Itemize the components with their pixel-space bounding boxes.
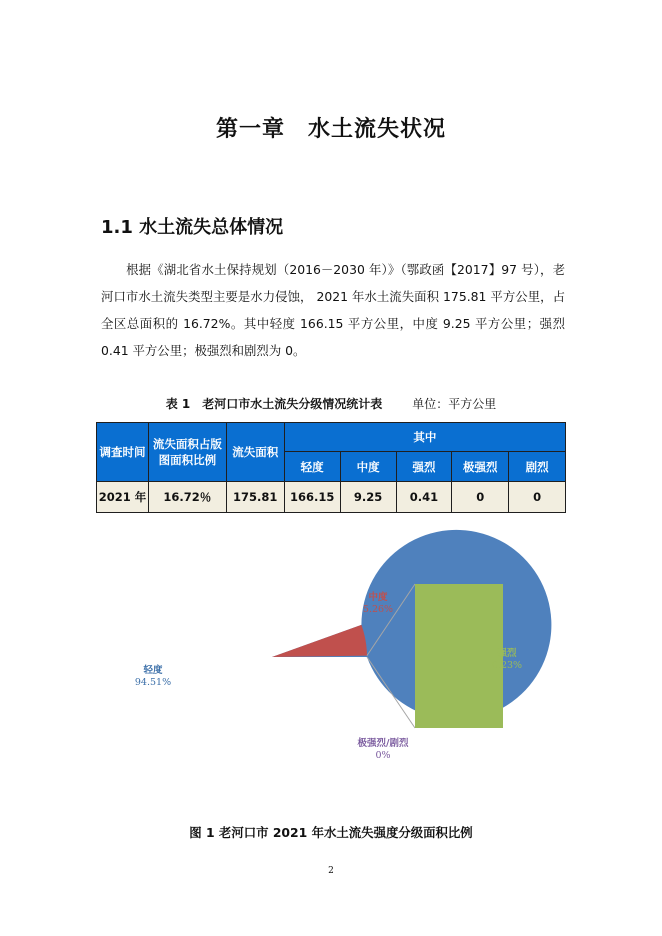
header-loss-area: 流失面积 — [226, 423, 284, 482]
chapter-title: 第一章 水土流失状况 — [215, 117, 446, 142]
page-number: 2 — [328, 866, 334, 876]
header-level-mild: 轻度 — [284, 452, 340, 482]
table-caption-title: 表 1 老河口市水土流失分级情况统计表 — [165, 397, 383, 411]
cell-strong: 0.41 — [396, 482, 452, 513]
cell-year: 2021 年 — [97, 482, 149, 513]
header-level-severe: 剧烈 — [509, 452, 566, 482]
cell-area: 175.81 — [226, 482, 284, 513]
label-strong-value: 0.23% — [491, 660, 523, 671]
label-mild-value: 94.51% — [134, 677, 172, 688]
label-strong-name: 强烈 — [497, 648, 517, 659]
pie-slice-moderate — [272, 625, 367, 657]
cell-moderate: 9.25 — [340, 482, 396, 513]
label-moderate-value: 5.26% — [362, 604, 394, 615]
cell-mild: 166.15 — [284, 482, 340, 513]
header-level-moderate: 中度 — [340, 452, 396, 482]
label-moderate-name: 中度 — [368, 592, 388, 603]
header-loss-ratio: 流失面积占版图面积比例 — [148, 423, 226, 482]
bar-segment-0 — [415, 584, 503, 728]
header-level-very-strong: 极强烈 — [452, 452, 509, 482]
paragraph-text: 根据《湖北省水土保持规划（2016－2030 年）》（鄂政函【2017】97 号），老河口市水土流失类型主要是水力侵蚀， 2021 年水土流失面积 175.81 平方公里，占全区总面积的 16.72%。其中轻度 166.15 平方公里，中度 9.25 平方公里；强烈 0.41 平方公里；极强烈和剧烈为 0。 — [101, 262, 565, 358]
table-caption-unit: 单位：平方公里 — [412, 397, 497, 411]
figure-caption: 图 1 老河口市 2021 年水土流失强度分级面积比例 — [189, 825, 473, 840]
header-level-strong: 强烈 — [396, 452, 452, 482]
label-mild-name: 轻度 — [143, 665, 163, 676]
header-survey-time: 调查时间 — [97, 423, 149, 482]
cell-very-strong: 0 — [452, 482, 509, 513]
header-of-which: 其中 — [284, 423, 565, 452]
label-very-strong-value: 0% — [375, 750, 391, 761]
cell-severe: 0 — [509, 482, 566, 513]
section-title: 1.1 水土流失总体情况 — [101, 217, 284, 238]
label-very-strong-name: 极强烈/剧烈 — [357, 738, 409, 749]
cell-ratio: 16.72％ — [148, 482, 226, 513]
pie-slice-mild — [272, 530, 551, 720]
